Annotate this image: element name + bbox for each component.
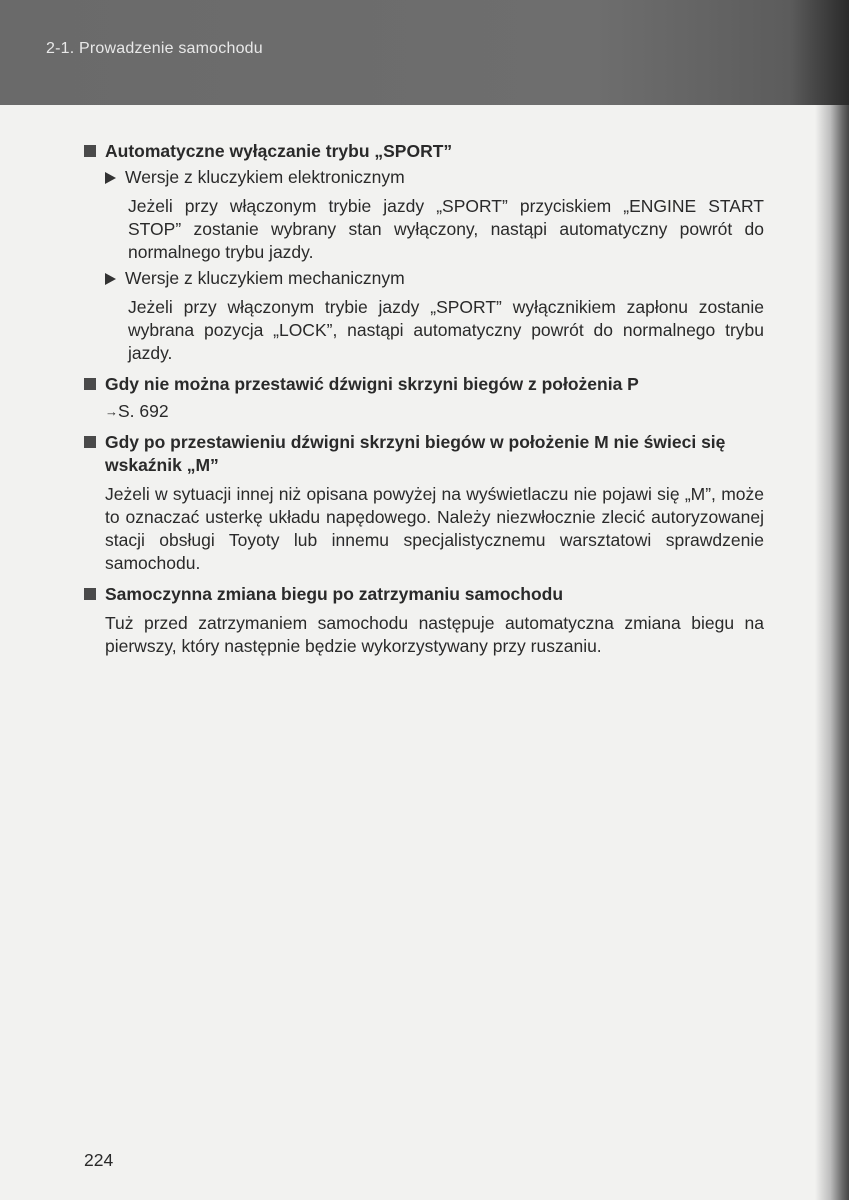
subsection-text: Jeżeli przy włączonym trybie jazdy „SPORT” wyłącznikiem zapłonu zostanie wybrana pozycja „LOCK”, nastąpi automatyczny powrót do normalnego trybu jazdy. <box>128 297 764 363</box>
square-bullet-icon <box>84 145 96 157</box>
chapter-title: 2-1. Prowadzenie samochodu <box>46 40 263 57</box>
chapter-header-bar <box>0 0 849 105</box>
subsection-text: Jeżeli przy włączonym trybie jazdy „SPORT” przyciskiem „ENGINE START STOP” zostanie wybrany stan wyłączony, nastąpi automatyczny powrót do normalnego trybu jazdy. <box>128 196 764 262</box>
square-bullet-icon <box>84 588 96 600</box>
section-text: Tuż przed zatrzymaniem samochodu następuje automatyczna zmiana biegu na pierwszy, który następnie będzie wykorzystywany przy ruszaniu. <box>105 613 764 656</box>
square-bullet-icon <box>84 378 96 390</box>
subsection-heading: Wersje z kluczykiem elektronicznym <box>84 166 764 189</box>
triangle-bullet-icon <box>105 273 116 285</box>
subsection-electronic-key <box>84 166 764 264</box>
section-heading: Samoczynna zmiana biegu po zatrzymaniu samochodu <box>84 583 764 606</box>
section-heading: Gdy nie można przestawić dźwigni skrzyni biegów z położenia P <box>84 373 764 396</box>
page-reference-text: S. 692 <box>118 401 169 421</box>
triangle-bullet-icon <box>105 172 116 184</box>
page-number: 224 <box>84 1150 114 1170</box>
section-auto-downshift <box>84 583 764 658</box>
section-heading: Gdy po przestawieniu dźwigni skrzyni biegów w położenie M nie świeci się wskaźnik „M” <box>84 431 764 477</box>
page-edge-shadow <box>815 105 849 1200</box>
section-text: Jeżeli w sytuacji innej niż opisana powyżej na wyświetlaczu nie pojawi się „M”, może to oznaczać usterkę układu napędowego. Należy niezwłocznie zlecić autoryzowanej stacji obsługi Toyoty lub innemu specjalistycznemu warsztatowi sprawdzenie samochodu. <box>105 484 764 573</box>
subsection-heading: Wersje z kluczykiem mechanicznym <box>84 267 764 290</box>
section-m-indicator <box>84 431 764 575</box>
subsection-mechanical-key <box>84 267 764 365</box>
section-heading: Automatyczne wyłączanie trybu „SPORT” <box>84 140 764 163</box>
section-shift-from-p <box>84 373 764 423</box>
page-content <box>84 140 764 666</box>
reference-arrow-icon: → <box>105 404 118 419</box>
section-sport-auto-off <box>84 140 764 365</box>
square-bullet-icon <box>84 436 96 448</box>
page-reference[interactable] <box>84 400 764 423</box>
